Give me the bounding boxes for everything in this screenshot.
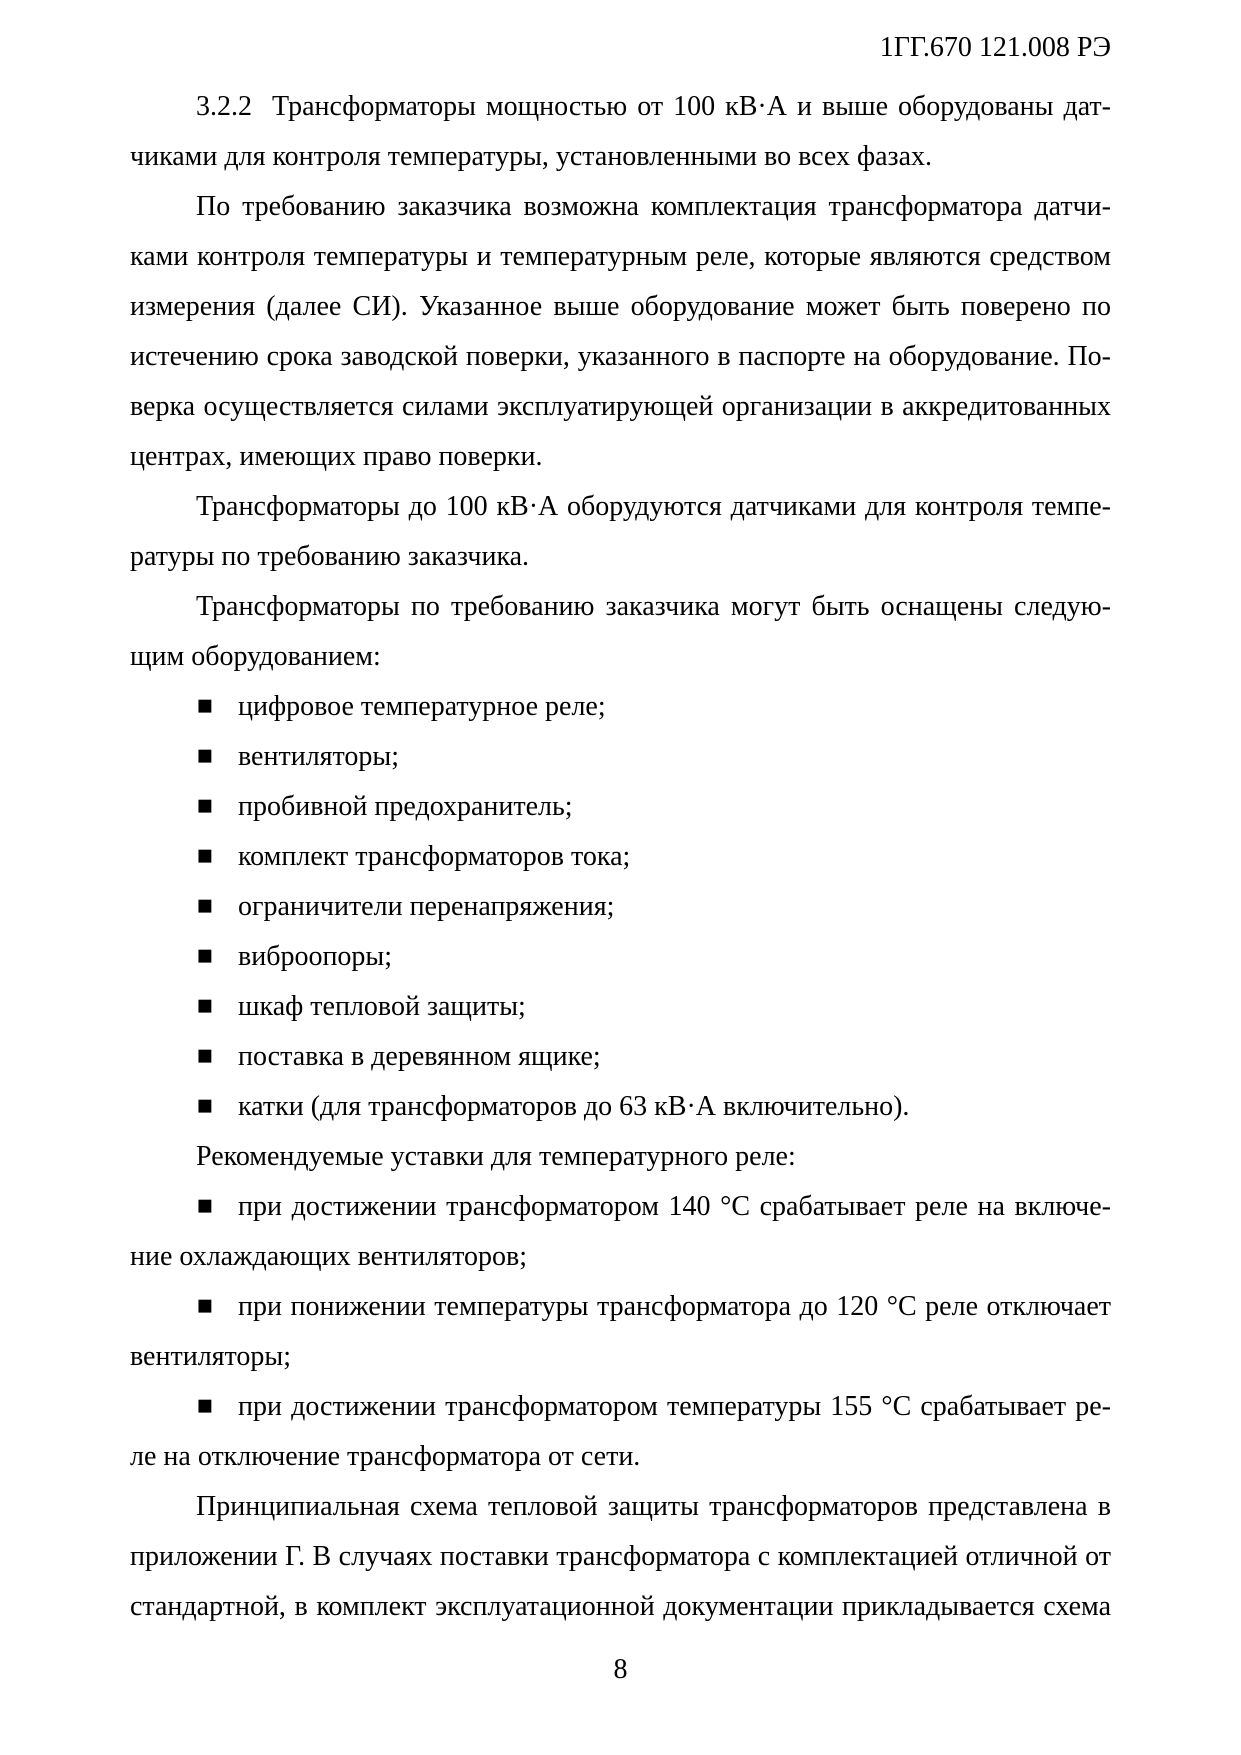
text-line: [130, 1182, 1111, 1232]
text-line: [130, 1282, 1111, 1332]
text-line: [130, 632, 1111, 682]
text-line: [130, 882, 1111, 932]
paragraph-thermal-protection-scheme: [130, 1482, 1111, 1632]
line-text: ками контроля температуры и температурным реле, которые являются средством: [130, 241, 1111, 272]
line-text: катки (для трансформаторов до 63 кВ·А включительно).: [238, 1091, 910, 1122]
line-text: приложении Г. В случаях поставки трансформатора с комплектацией отличной от: [130, 1541, 1111, 1572]
line-text: шкаф тепловой защиты;: [238, 991, 526, 1022]
line-text: комплект трансформаторов тока;: [238, 841, 631, 872]
square-bullet-icon: ▪: [196, 740, 214, 770]
text-line: [130, 82, 1111, 132]
square-bullet-icon: ▪: [196, 1290, 214, 1320]
line-text: цифровое температурное реле;: [238, 691, 606, 722]
text-line: [130, 182, 1111, 232]
text-line: [130, 832, 1111, 882]
square-bullet-icon: ▪: [196, 690, 214, 720]
paragraph-optional-equipment-intro: [130, 582, 1111, 682]
text-line: [130, 382, 1111, 432]
line-text: при достижении трансформатором температуры 155 °С срабатывает ре-: [238, 1391, 1111, 1422]
line-text: измерения (далее СИ). Указанное выше оборудование может быть поверено по: [130, 291, 1111, 322]
text-line: [130, 1432, 1111, 1482]
text-line: [130, 582, 1111, 632]
line-text: верка осуществляется силами эксплуатирующей организации в аккредитованных: [130, 391, 1111, 422]
line-text: ограничители перенапряжения;: [238, 891, 615, 922]
text-line: [130, 1482, 1111, 1532]
text-line: [130, 732, 1111, 782]
equipment-list: [130, 682, 1111, 1132]
text-line: [130, 1382, 1111, 1432]
text-line: [130, 132, 1111, 182]
line-text: при достижении трансформатором 140 °С срабатывает реле на включе-: [238, 1191, 1111, 1222]
paragraph-relay-settings-intro: [130, 1132, 1111, 1182]
text-line: [130, 782, 1111, 832]
line-text: Рекомендуемые уставки для температурного реле:: [196, 1141, 796, 1172]
line-text: вентиляторы;: [238, 741, 399, 772]
text-line: [130, 1332, 1111, 1382]
paragraph-sensors: [130, 82, 1111, 182]
line-text: вентиляторы;: [130, 1341, 291, 1372]
line-text: центрах, имеющих право поверки.: [130, 441, 543, 472]
line-text: виброопоры;: [238, 941, 393, 972]
square-bullet-icon: ▪: [196, 890, 214, 920]
line-text: Трансформаторы по требованию заказчика могут быть оснащены следую-: [196, 591, 1111, 622]
document-number: 1ГГ.670 121.008 РЭ: [879, 32, 1111, 63]
relay-settings-list: [130, 1182, 1111, 1482]
line-text: Принципиальная схема тепловой защиты трансформаторов представлена в: [196, 1491, 1111, 1522]
line-text: щим оборудованием:: [130, 641, 381, 672]
line-text: ле на отключение трансформатора от сети.: [130, 1441, 641, 1472]
square-bullet-icon: ▪: [196, 940, 214, 970]
text-line: [130, 982, 1111, 1032]
line-text: поставка в деревянном ящике;: [238, 1041, 601, 1072]
text-line: [130, 1232, 1111, 1282]
square-bullet-icon: ▪: [196, 1190, 214, 1220]
square-bullet-icon: ▪: [196, 790, 214, 820]
line-text: при понижении температуры трансформатора до 120 °С реле отключает: [238, 1291, 1111, 1322]
square-bullet-icon: ▪: [196, 990, 214, 1020]
text-line: [130, 1532, 1111, 1582]
line-text: Трансформаторы до 100 кВ·А оборудуются датчиками для контроля темпе-: [196, 491, 1111, 522]
line-text: чиками для контроля температуры, установленными во всех фазах.: [130, 141, 933, 172]
line-text: стандартной, в комплект эксплуатационной документации прикладывается схема: [130, 1591, 1111, 1622]
document-body: [130, 82, 1111, 1632]
text-line: [130, 432, 1111, 482]
paragraph-verification: [130, 182, 1111, 482]
text-line: [130, 332, 1111, 382]
square-bullet-icon: ▪: [196, 1390, 214, 1420]
paragraph-under-100kva: [130, 482, 1111, 582]
line-text: истечению срока заводской поверки, указанного в паспорте на оборудование. По-: [130, 341, 1111, 372]
text-line: [130, 482, 1111, 532]
line-text: ние охлаждающих вентиляторов;: [130, 1241, 527, 1272]
line-text: 3.2.2 Трансформаторы мощностью от 100 кВ·А и выше оборудованы дат-: [196, 91, 1111, 122]
text-line: [130, 1582, 1111, 1632]
line-text: ратуры по требованию заказчика.: [130, 541, 530, 572]
text-line: [130, 1032, 1111, 1082]
text-line: [130, 232, 1111, 282]
text-line: [130, 1082, 1111, 1132]
text-line: [130, 532, 1111, 582]
text-line: [130, 282, 1111, 332]
text-line: [130, 1132, 1111, 1182]
text-line: [130, 932, 1111, 982]
page-number: 8: [613, 1654, 628, 1685]
square-bullet-icon: ▪: [196, 1040, 214, 1070]
line-text: пробивной предохранитель;: [238, 791, 573, 822]
line-text: По требованию заказчика возможна комплектация трансформатора датчи-: [196, 191, 1111, 222]
square-bullet-icon: ▪: [196, 840, 214, 870]
text-line: [130, 682, 1111, 732]
square-bullet-icon: ▪: [196, 1090, 214, 1120]
